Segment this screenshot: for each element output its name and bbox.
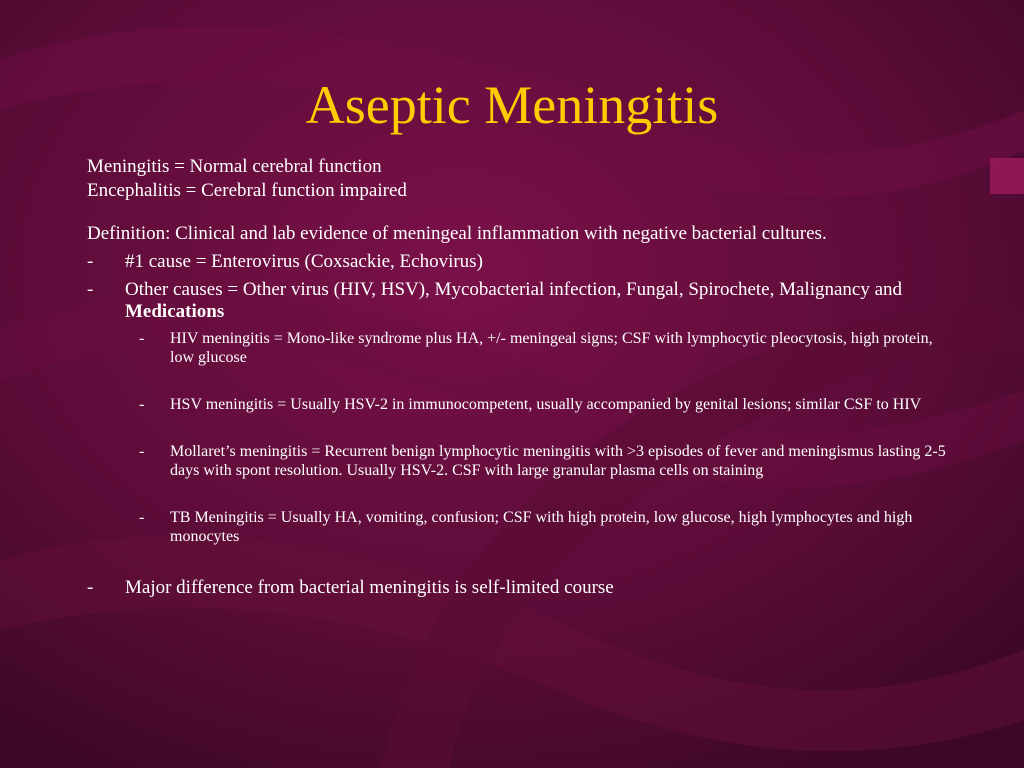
sub-bullet-marker: -: [139, 509, 145, 526]
definition-text: Definition: Clinical and lab evidence of meningeal inflammation with negative bacterial cultures.: [87, 223, 827, 244]
meningitis-line: Meningitis = Normal cerebral function: [87, 156, 382, 177]
sub-bullet-mollaret: [87, 442, 947, 480]
sub-bullet-text: Mollaret’s meningitis = Recurrent benign lymphocytic meningitis with >3 episodes of fever and meningismus lasting 2-5 days with spont resolution. Usually HSV-2. CSF with large granular plasma cells on staining: [170, 443, 946, 479]
sub-bullet-text: HIV meningitis = Mono-like syndrome plus HA, +/- meningeal signs; CSF with lymphocytic pleocytosis, high protein, low glucose: [170, 330, 933, 366]
bullet-marker: -: [87, 251, 94, 272]
bullet-marker: -: [87, 577, 94, 598]
bullet-major-difference: [87, 577, 947, 599]
sub-bullet-text: HSV meningitis = Usually HSV-2 in immunocompetent, usually accompanied by genital lesions; similar CSF to HIV: [170, 396, 922, 413]
slide-title: Aseptic Meningitis: [305, 75, 719, 135]
bullet-text: Major difference from bacterial meningitis is self-limited course: [125, 577, 614, 598]
bullet-enterovirus: [87, 251, 947, 273]
sub-bullet-marker: -: [139, 443, 145, 460]
slide-body: [87, 155, 947, 599]
encephalitis-line: Encephalitis = Cerebral function impaired: [87, 180, 407, 201]
sub-bullet-marker: -: [139, 330, 145, 347]
bullet-bold-text: Medications: [125, 301, 225, 322]
sub-bullet-tb: [87, 508, 947, 546]
bullet-other-causes: [87, 279, 947, 323]
sub-bullet-marker: -: [139, 396, 145, 413]
definition-line: [87, 223, 947, 245]
bullet-text: Other causes = Other virus (HIV, HSV), Mycobacterial infection, Fungal, Spirochete, Malignancy and: [125, 279, 903, 300]
bullet-text: #1 cause = Enterovirus (Coxsackie, Echovirus): [125, 251, 483, 272]
bullet-marker: -: [87, 279, 94, 300]
sub-bullet-hsv: [87, 395, 947, 414]
sub-bullet-hiv: [87, 329, 947, 367]
sub-bullet-text: TB Meningitis = Usually HA, vomiting, confusion; CSF with high protein, low glucose, high lymphocytes and high monocytes: [170, 509, 913, 545]
